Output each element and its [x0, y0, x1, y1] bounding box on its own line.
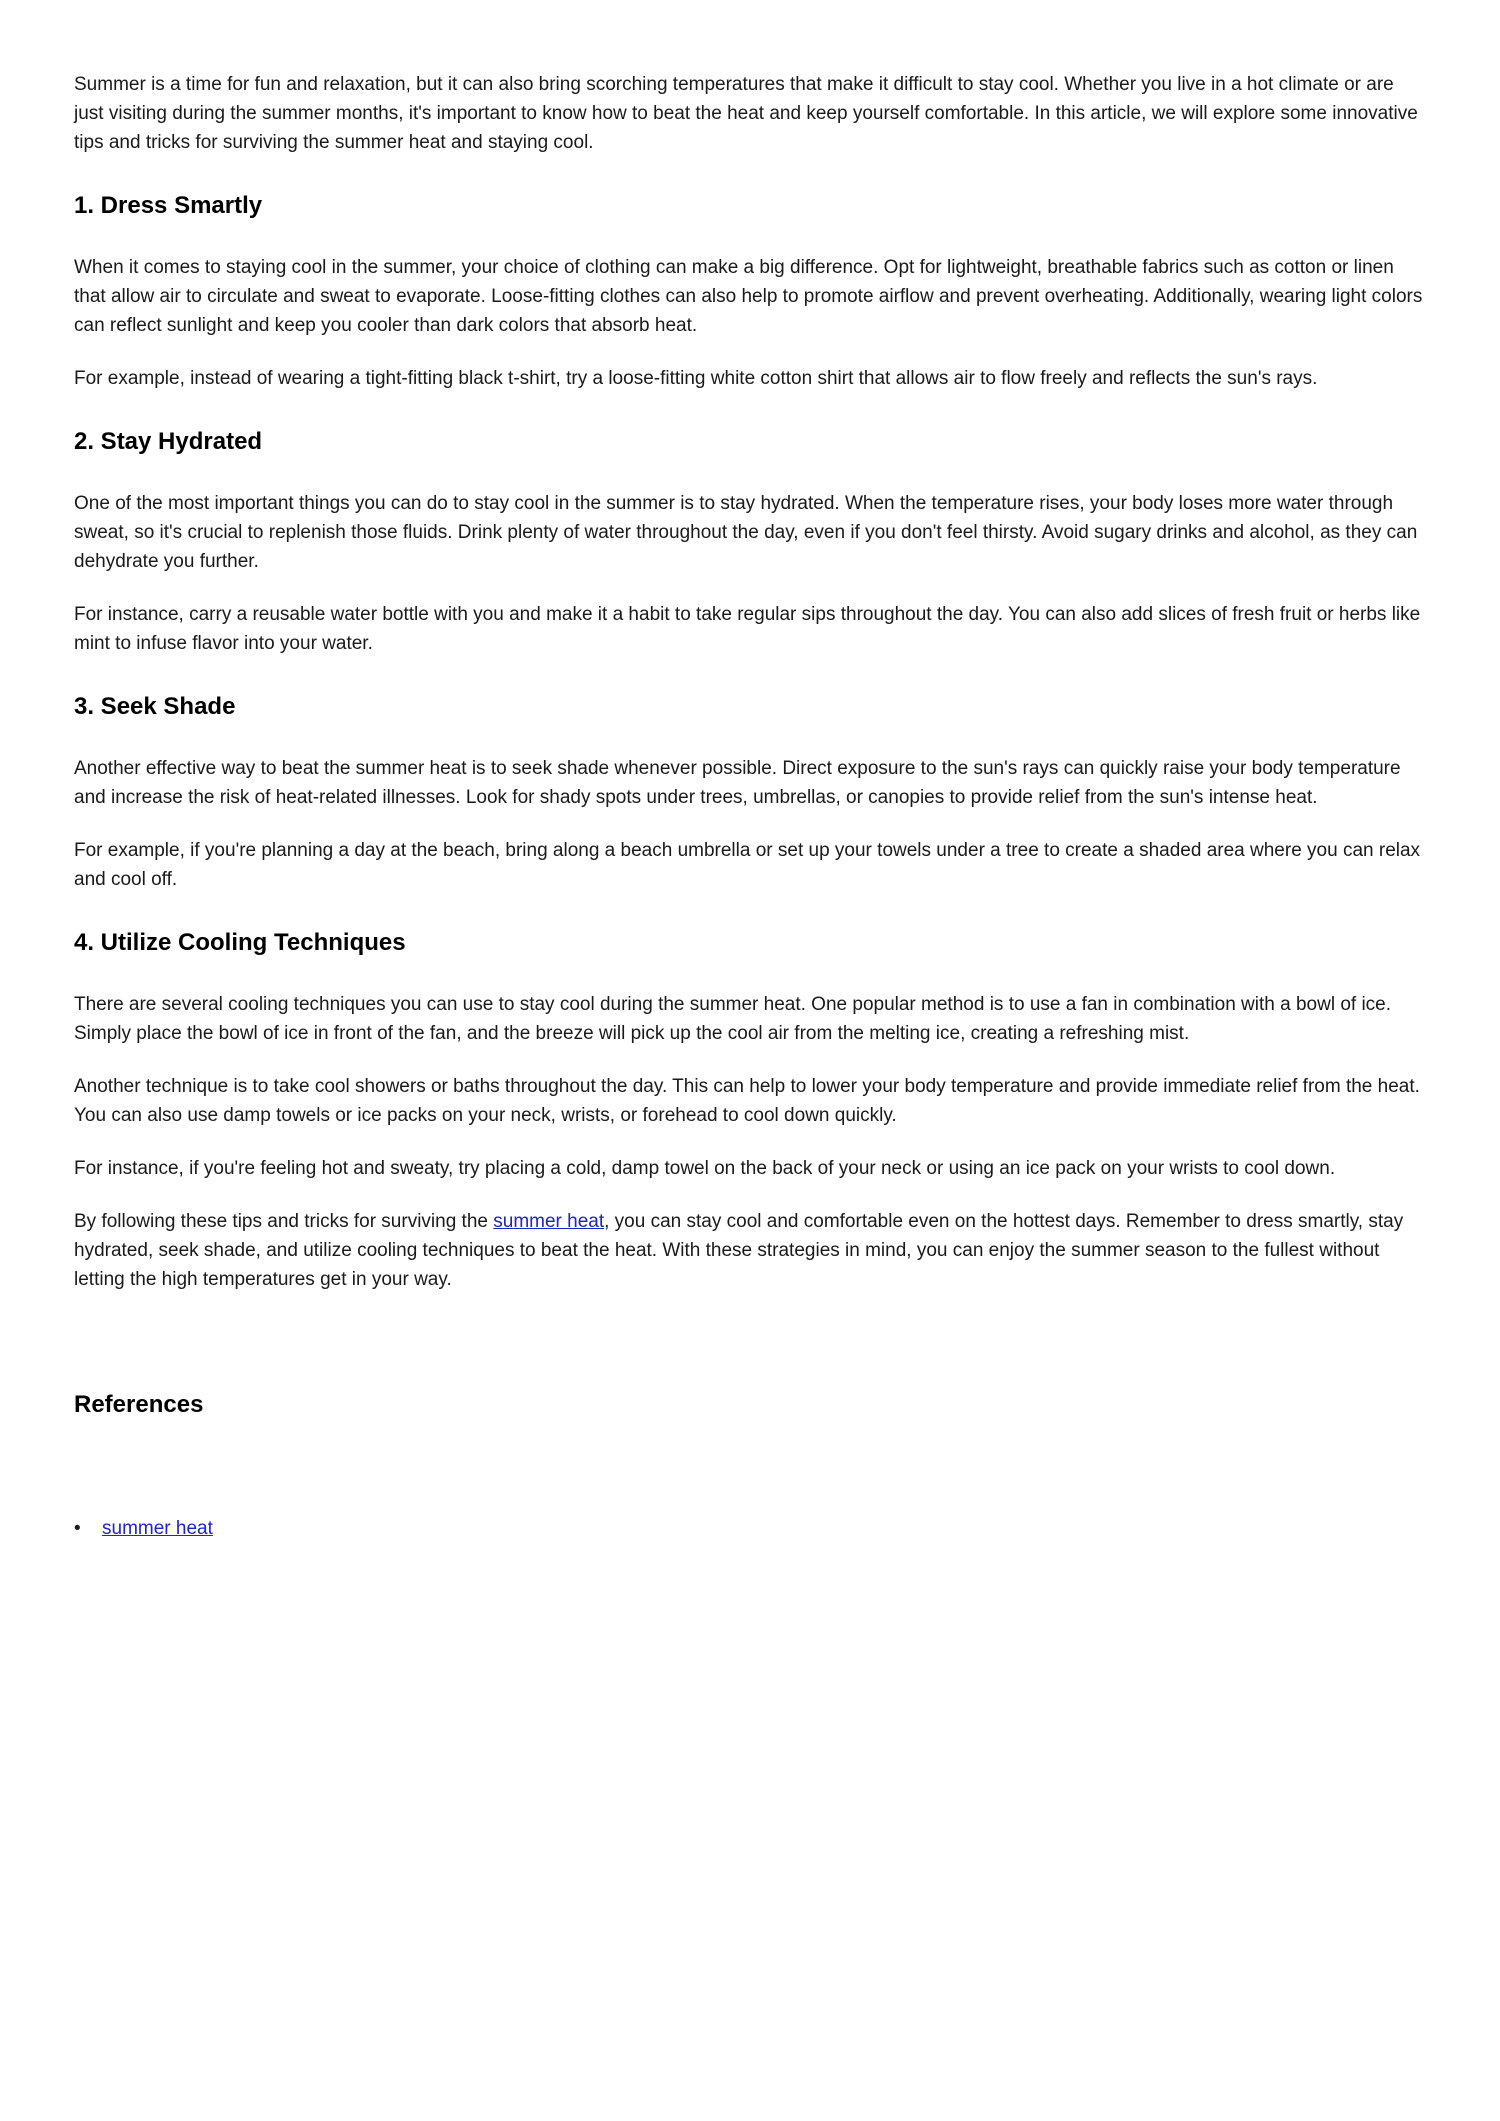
intro-paragraph: Summer is a time for fun and relaxation, but it can also bring scorching temperatures that make it difficult to stay cool. Whether you live in a hot climate or are just visiting during the summer months, it's important to know how to beat the heat and keep yourself comfortable. In this article, we will explore some innovative tips and tricks for surviving the summer heat and staying cool. [74, 74, 1418, 153]
references-section [74, 1390, 1426, 1543]
section-paragraph: For instance, carry a reusable water bottle with you and make it a habit to take regular sips throughout the day. You can also add slices of fresh fruit or herbs like mint to infuse flavor into your water. [74, 604, 1421, 654]
section-heading: 1. Dress Smartly [74, 192, 263, 219]
references-heading: References [74, 1391, 204, 1418]
section-paragraph: For example, instead of wearing a tight-fitting black t-shirt, try a loose-fitting white cotton shirt that allows air to flow freely and reflects the sun's rays. [74, 368, 1318, 389]
section-paragraph: Another technique is to take cool showers or baths throughout the day. This can help to lower your body temperature and provide immediate relief from the heat. You can also use damp towels or ice packs on your neck, wrists, or forehead to cool down quickly. [74, 1076, 1420, 1126]
section-stay-hydrated [74, 427, 1426, 658]
bullet-icon: • [74, 1518, 81, 1539]
section-paragraph: When it comes to staying cool in the summer, your choice of clothing can make a big difference. Opt for lightweight, breathable fabrics such as cotton or linen that allow air to circulate and sweat to evaporate. Loose-fitting clothes can also help to promote airflow and prevent overheating. Additionally, wearing light colors can reflect sunlight and keep you cooler than dark colors that absorb heat. [74, 257, 1423, 336]
references-list [74, 1514, 1426, 1543]
section-paragraph: There are several cooling techniques you can use to stay cool during the summer heat. One popular method is to use a fan in combination with a bowl of ice. Simply place the bowl of ice in front of the fan, and the breeze will pick up the cool air from the melting ice, creating a refreshing mist. [74, 994, 1392, 1044]
reference-link-summer-heat[interactable]: summer heat [102, 1518, 213, 1539]
conclusion-text-before: By following these tips and tricks for surviving the [74, 1211, 494, 1232]
conclusion-paragraph [74, 1207, 1426, 1294]
section-paragraph: For example, if you're planning a day at the beach, bring along a beach umbrella or set up your towels under a tree to create a shaded area where you can relax and cool off. [74, 840, 1421, 890]
section-heading: 2. Stay Hydrated [74, 428, 263, 455]
section-heading: 3. Seek Shade [74, 693, 236, 720]
section-heading: 4. Utilize Cooling Techniques [74, 929, 406, 956]
section-cooling-techniques [74, 928, 1426, 1183]
summer-heat-inline-link[interactable]: summer heat [493, 1211, 605, 1232]
section-paragraph: For instance, if you're feeling hot and sweaty, try placing a cold, damp towel on the back of your neck or using an ice pack on your wrists to cool down. [74, 1158, 1336, 1179]
section-paragraph: One of the most important things you can do to stay cool in the summer is to stay hydrated. When the temperature rises, your body loses more water through sweat, so it's crucial to replenish those fluids. Drink plenty of water throughout the day, even if you don't feel thirsty. Avoid sugary drinks and alcohol, as they can dehydrate you further. [74, 493, 1418, 572]
section-dress-smartly [74, 191, 1426, 393]
section-paragraph: Another effective way to beat the summer heat is to seek shade whenever possible. Direct exposure to the sun's rays can quickly raise your body temperature and increase the risk of heat-related illnesses. Look for shady spots under trees, umbrellas, or canopies to provide relief from the sun's intense heat. [74, 758, 1401, 808]
reference-item [74, 1514, 1426, 1543]
article [74, 70, 1426, 1543]
conclusion-text-after: , you can stay cool and comfortable even on the hottest days. Remember to dress smartly, stay hydrated, seek shade, and utilize cooling techniques to beat the heat. With these strategies in mind, you can enjoy the summer season to the fullest without letting the high temperatures get in your way. [74, 1211, 1404, 1290]
section-seek-shade [74, 692, 1426, 894]
